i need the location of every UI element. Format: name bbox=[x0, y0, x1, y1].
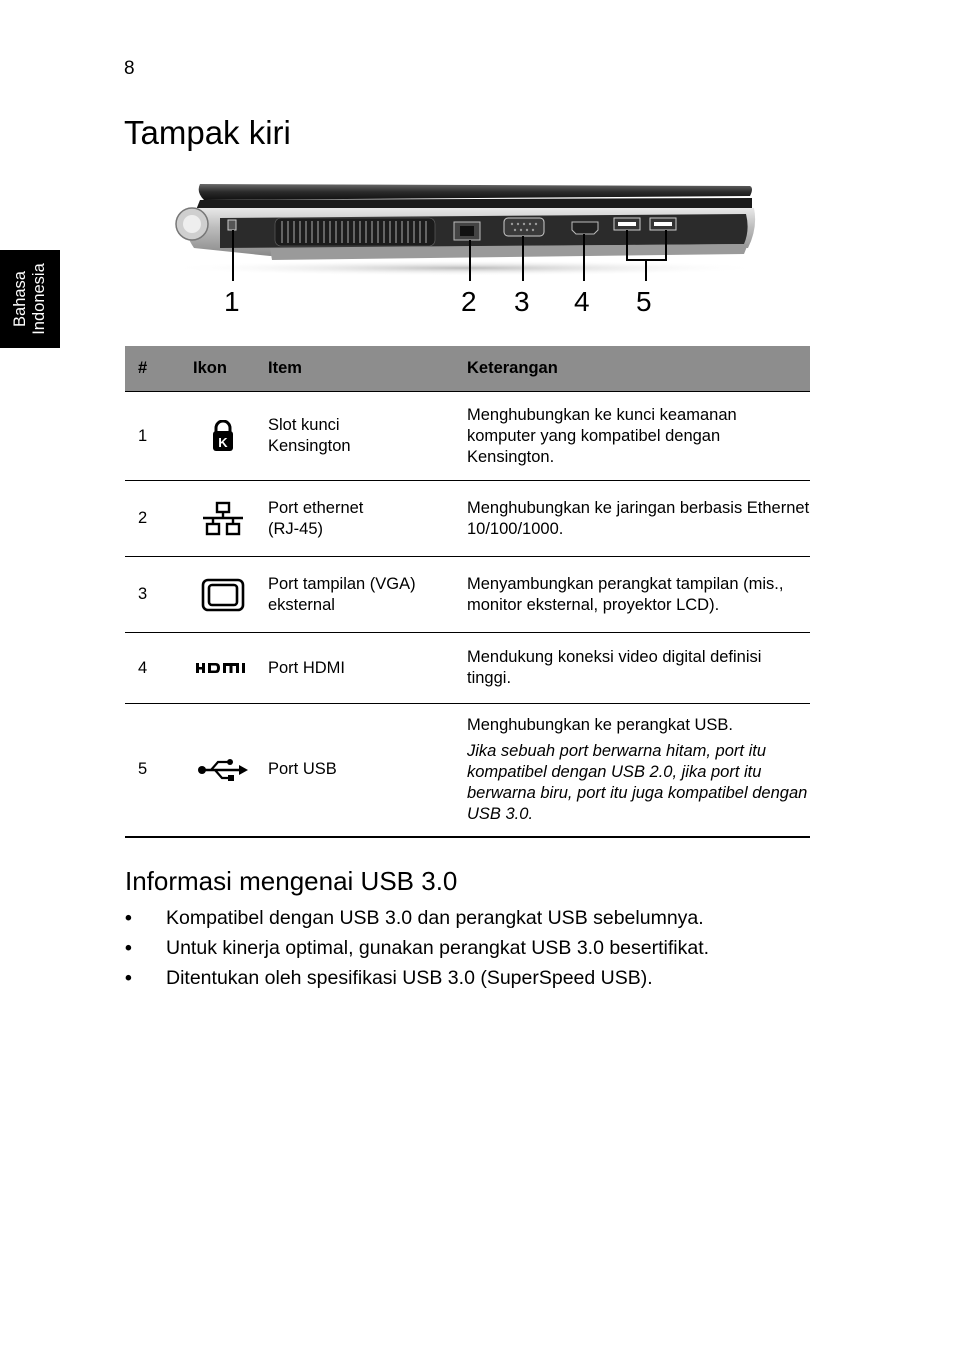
header-num: # bbox=[125, 346, 193, 392]
bullet-icon: • bbox=[125, 907, 132, 929]
ethernet-icon bbox=[201, 501, 245, 537]
page-number: 8 bbox=[124, 58, 135, 79]
table-row bbox=[125, 557, 810, 633]
callout-1: 1 bbox=[224, 286, 240, 317]
hdmi-icon bbox=[195, 662, 251, 674]
row-number: 1 bbox=[125, 392, 193, 481]
callout-3: 3 bbox=[514, 286, 530, 317]
callout-5: 5 bbox=[636, 286, 652, 317]
language-tab-label: Bahasa Indonesia bbox=[11, 263, 48, 335]
callout-2: 2 bbox=[461, 286, 477, 317]
ports-table bbox=[125, 346, 810, 838]
table-row bbox=[125, 704, 810, 837]
header-item: Item bbox=[268, 346, 467, 392]
svg-text:K: K bbox=[218, 435, 228, 450]
item-label-line2: Kensington bbox=[268, 437, 351, 455]
page-title: Tampak kiri bbox=[124, 114, 291, 151]
item-description: Menyambungkan perangkat tampilan (mis., monitor eksternal, proyektor LCD). bbox=[467, 574, 784, 614]
table-row bbox=[125, 481, 810, 557]
row-number: 2 bbox=[125, 481, 193, 557]
item-label-line2: (RJ-45) bbox=[268, 519, 324, 538]
table-header-row bbox=[125, 346, 810, 392]
item-label: Slot kunci bbox=[268, 416, 340, 434]
item-description: Mendukung koneksi video digital definisi tinggi. bbox=[467, 648, 762, 687]
list-item: • Untuk kinerja optimal, gunakan perangkat USB 3.0 besertifikat. bbox=[125, 937, 710, 959]
bullet-icon: • bbox=[125, 937, 132, 959]
language-tab bbox=[0, 250, 60, 348]
item-description: Menghubungkan ke kunci keamanan komputer yang kompatibel dengan Kensington. bbox=[467, 405, 737, 466]
list-item: • Kompatibel dengan USB 3.0 dan perangkat USB sebelumnya. bbox=[125, 907, 704, 929]
callout-4: 4 bbox=[574, 286, 590, 317]
usb-section-title: Informasi mengenai USB 3.0 bbox=[125, 866, 458, 896]
list-item: • Ditentukan oleh spesifikasi USB 3.0 (SuperSpeed USB). bbox=[125, 967, 653, 989]
row-number: 5 bbox=[125, 704, 193, 837]
kensington-lock-icon bbox=[211, 420, 235, 452]
item-label: Port HDMI bbox=[268, 658, 346, 677]
header-icon: Ikon bbox=[193, 346, 268, 392]
item-label: Port USB bbox=[268, 760, 337, 779]
bullet-icon: • bbox=[125, 967, 132, 989]
row-number: 4 bbox=[125, 633, 193, 704]
item-label: Port ethernet bbox=[268, 498, 364, 517]
item-description-note: Jika sebuah port berwarna hitam, port itu kompatibel dengan USB 2.0, jika port itu berwarna biru, port itu juga kompatibel dengan USB 3.0. bbox=[467, 741, 808, 823]
row-number: 3 bbox=[125, 557, 193, 633]
item-label: Port tampilan (VGA) bbox=[268, 574, 416, 593]
item-description: Menghubungkan ke jaringan berbasis Ethernet 10/100/1000. bbox=[467, 498, 810, 538]
usb-bullet-list bbox=[125, 906, 709, 996]
header-desc: Keterangan bbox=[467, 346, 810, 392]
usb-icon bbox=[197, 757, 249, 783]
vga-display-icon bbox=[201, 578, 245, 612]
item-description: Menghubungkan ke perangkat USB. bbox=[467, 715, 734, 734]
item-label-line2: eksternal bbox=[268, 595, 335, 614]
table-row bbox=[125, 633, 810, 704]
table-row bbox=[125, 392, 810, 481]
